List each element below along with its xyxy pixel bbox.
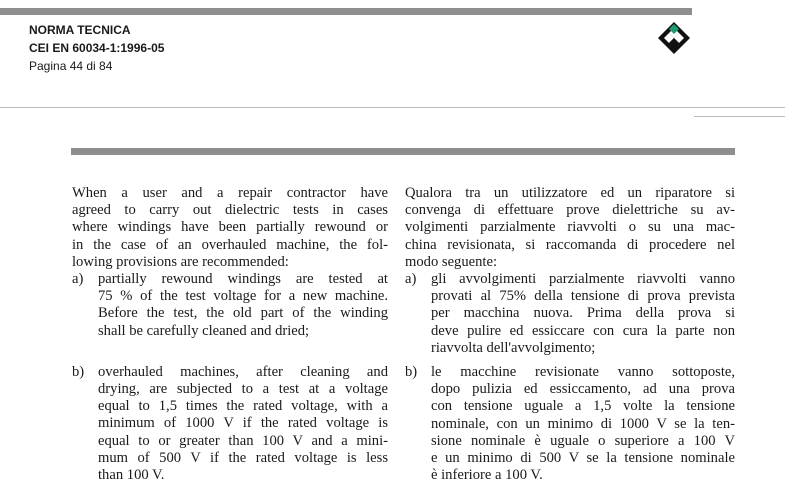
section-rule: [71, 148, 735, 155]
text-line: deve pulire ed essiccare con cura la parte non: [431, 322, 735, 339]
english-intro: [72, 185, 388, 271]
italian-column: [405, 185, 735, 484]
cei-diamond-logo-icon: [657, 21, 691, 55]
text-line: 75 % of the test voltage for a new machine.: [98, 288, 388, 305]
text-line: minimum of 1000 V if the rated voltage is: [98, 415, 388, 432]
header-divider-short: [694, 116, 785, 117]
page-indicator: Pagina 44 di 84: [29, 59, 113, 73]
text-line: shall be carefully cleaned and dried;: [98, 322, 310, 339]
item-label: a): [72, 271, 84, 288]
item-label: b): [72, 363, 85, 380]
text-line: agreed to carry out dielectric tests in cases: [72, 202, 388, 219]
text-line: Before the test, the old part of the winding: [98, 305, 388, 322]
document-type-title: NORMA TECNICA: [29, 23, 131, 37]
text-line: dopo pulizia ed essiccamento, ad una prova: [431, 381, 735, 398]
text-line: convenga di effettuare prove dielettriche su av-: [405, 202, 735, 219]
item-label: b): [405, 364, 418, 381]
header-divider: [0, 107, 785, 108]
text-line: per macchina nuova. Prima della prova si: [431, 305, 735, 322]
header-rule-top: [0, 8, 692, 15]
text-line: china revisionata, si raccomanda di procedere nel: [405, 236, 735, 253]
text-line: volgimenti parzialmente riavvolti o su una mac-: [405, 219, 735, 236]
italian-intro: [405, 185, 735, 271]
english-column: [72, 185, 388, 484]
text-line: mum of 500 V if the rated voltage is less: [98, 449, 388, 466]
text-line: equal to or greater than 100 V and a mini-: [98, 432, 388, 449]
text-line: lowing provisions are recommended:: [72, 253, 289, 270]
english-item-a: [72, 271, 388, 340]
text-line: sione nominale è uguale o superiore a 100 V: [431, 432, 735, 449]
text-line: Qualora tra un utilizzatore ed un riparatore si: [405, 185, 735, 201]
item-label: a): [405, 271, 417, 288]
text-line: in the case of an overhauled machine, the fol-: [72, 236, 388, 253]
text-line: than 100 V.: [98, 467, 165, 484]
text-line: where windings have been partially rewound or: [72, 219, 388, 236]
text-line: modo seguente:: [405, 253, 498, 270]
text-line: When a user and a repair contractor have: [72, 185, 388, 201]
text-line: e un minimo di 500 V se la tensione nominale: [431, 450, 735, 467]
text-line: gli avvolgimenti parzialmente riavvolti vanno: [431, 271, 735, 288]
italian-item-a: [405, 271, 735, 357]
text-line: overhauled machines, after cleaning and: [98, 363, 388, 380]
italian-item-b: [405, 364, 735, 484]
text-line: è inferiore a 100 V.: [431, 467, 543, 484]
text-line: provati al 75% della tensione di prova prevista: [431, 288, 735, 305]
text-line: partially rewound windings are tested at: [98, 271, 388, 288]
text-line: con tensione uguale a 1,5 volte la tensione: [431, 398, 735, 415]
text-line: nominale, con un minimo di 1000 V se la ten-: [431, 415, 735, 432]
standard-number: CEI EN 60034-1:1996-05: [29, 41, 165, 55]
text-line: le macchine revisionate vanno sottoposte,: [431, 364, 735, 381]
english-item-b: [72, 364, 388, 484]
text-line: equal to 1,5 times the rated voltage, with a: [98, 398, 388, 415]
text-line: riavvolta dell'avvolgimento;: [431, 339, 596, 356]
text-line: drying, are subjected to a test at a voltage: [98, 381, 388, 398]
